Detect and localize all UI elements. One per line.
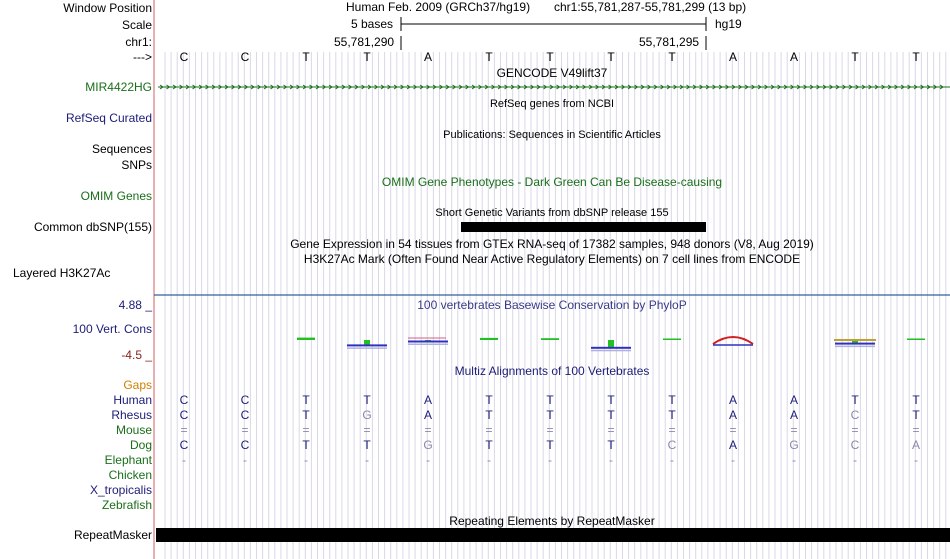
alignment-base: T [546,408,554,422]
alignment-base: C [850,408,860,422]
alignment-base: C [667,438,677,452]
phylop-mark [663,339,681,341]
alignment-base: T [607,438,615,452]
alignment-base: = [912,423,920,437]
refseq-track-title[interactable]: RefSeq genes from NCBI [489,98,615,110]
scale-label: Scale [121,18,152,32]
phylop-mark [907,339,925,341]
alignment-base: = [424,423,432,437]
alignment-base: T [668,408,676,422]
species-label[interactable]: Mouse [115,423,152,437]
base-letter: A [728,50,738,64]
alignment-base: T [607,393,615,407]
gtex-track-title[interactable]: Gene Expression in 54 tissues from GTEx RNA-seq of 17382 samples, 948 donors (V8, Aug 2019) [290,237,814,251]
h3k27ac-track-title[interactable]: H3K27Ac Mark (Often Found Near Active Regulatory Elements) on 7 cell lines from ENCODE [303,252,801,266]
alignment-base: T [485,393,493,407]
alignment-base: = [607,423,615,437]
gencode-gene-label[interactable]: MIR4422HG [85,80,152,94]
phylop-mark [480,338,498,340]
base-letter: C [240,50,250,64]
alignment-base: T [607,408,615,422]
scale-db: hg19 [715,17,742,31]
phylop-mark [713,337,753,344]
base-letter: T [912,50,920,64]
alignment-base: - [914,453,918,467]
alignment-base: = [668,423,676,437]
phylop-mark [591,350,631,352]
alignment-base: A [423,408,433,422]
alignment-base: = [180,423,188,437]
alignment-base: T [302,438,310,452]
alignment-base: A [423,393,433,407]
omim-track-label[interactable]: OMIM Genes [80,189,152,203]
alignment-base: - [548,453,552,467]
alignment-base: C [179,408,189,422]
alignment-base: - [243,453,247,467]
phylop-mark [347,347,387,349]
alignment-base: C [850,438,860,452]
alignment-base: = [546,423,554,437]
alignment-base: A [789,393,799,407]
alignment-base: T [485,408,493,422]
dbsnp-track-title[interactable]: Short Genetic Variants from dbSNP release 155 [435,207,669,219]
alignment-base: - [182,453,186,467]
base-letter: A [423,50,433,64]
alignment-base: - [365,453,369,467]
repeat-track-label[interactable]: RepeatMasker [73,528,152,542]
alignment-base: T [668,393,676,407]
base-letter: T [668,50,676,64]
alignment-base: - [670,453,674,467]
pubs-track-label[interactable]: Sequences [91,142,152,156]
phylop-mark [608,340,614,348]
h3k27ac-track-label[interactable]: Layered H3K27Ac [13,266,111,280]
coord-left: 55,781,290 [334,35,395,49]
alignment-base: A [911,438,921,452]
position-text: chr1:55,781,287-55,781,299 (13 bp) [554,0,747,14]
base-letter: T [607,50,615,64]
alignment-base: - [853,453,857,467]
alignment-base: = [485,423,493,437]
multiz-track-title[interactable]: Multiz Alignments of 100 Vertebrates [454,364,650,378]
repeatmasker-bar [156,528,950,542]
alignment-base: - [304,453,308,467]
species-label[interactable]: Chicken [108,468,152,482]
dbsnp-variant-bar [461,222,706,232]
alignment-base: A [728,393,738,407]
alignment-base: T [546,438,554,452]
base-letter: T [546,50,554,64]
phylop-mark [835,343,875,345]
alignment-base: T [851,393,859,407]
alignment-base: T [302,408,310,422]
alignment-base: - [792,453,796,467]
phylop-mark [408,341,448,343]
alignment-base: = [363,423,371,437]
window-position-label: Window Position [63,1,152,15]
alignment-base: T [302,393,310,407]
strand-label: ---> [133,50,152,64]
alignment-base: G [362,408,372,422]
pubs-track-title[interactable]: Publications: Sequences in Scientific Articles [443,129,661,141]
scale-bases: 5 bases [351,17,394,31]
phylop-min-label: -4.5 _ [121,348,152,362]
base-letter: C [179,50,189,64]
species-label[interactable]: Dog [129,438,152,452]
alignment-base: T [485,438,493,452]
base-letter: T [363,50,371,64]
base-letter: T [851,50,859,64]
species-label[interactable]: X_tropicalis [89,483,152,497]
phylop-mark [297,338,315,340]
refseq-track-label[interactable]: RefSeq Curated [65,111,152,125]
species-label[interactable]: Elephant [104,453,152,467]
coord-right: 55,781,295 [639,35,700,49]
alignment-base: - [609,453,613,467]
omim-track-title[interactable]: OMIM Gene Phenotypes - Dark Green Can Be Disease-causing [381,175,723,189]
alignment-base: = [851,423,859,437]
alignment-base: T [546,393,554,407]
species-label[interactable]: Rhesus [111,408,152,422]
species-label[interactable]: Zebrafish [101,498,152,512]
alignment-base: T [912,393,920,407]
phylop-mark [408,344,448,346]
alignment-base: - [487,453,491,467]
phylop-track-label[interactable]: 100 Vert. Cons [72,322,152,336]
phylop-mark [541,338,559,340]
alignment-base: = [729,423,737,437]
gencode-track-title[interactable]: GENCODE V49lift37 [496,66,608,80]
base-letter: T [302,50,310,64]
alignment-base: G [789,438,799,452]
alignment-base: T [363,438,371,452]
alignment-base: - [426,453,430,467]
species-label[interactable]: Human [113,393,152,407]
alignment-base: C [240,408,250,422]
phylop-mark [347,344,387,346]
phylop-track-title[interactable]: 100 vertebrates Basewise Conservation by PhyloP [417,298,687,312]
alignment-base: C [179,393,189,407]
alignment-base: - [731,453,735,467]
alignment-base: C [179,438,189,452]
phylop-mark [835,346,875,348]
base-letter: T [485,50,493,64]
dbsnp-track-label[interactable]: Common dbSNP(155) [33,220,152,234]
repeat-track-title[interactable]: Repeating Elements by RepeatMasker [449,514,655,528]
alignment-base: A [728,438,738,452]
alignment-base: C [240,393,250,407]
gaps-label: Gaps [123,378,152,392]
alignment-base: = [302,423,310,437]
alignment-base: T [912,408,920,422]
alignment-base: G [423,438,433,452]
base-letter: A [789,50,799,64]
assembly-text: Human Feb. 2009 (GRCh37/hg19) [346,0,531,14]
alignment-base: T [363,393,371,407]
phylop-mark [591,347,631,349]
alignment-base: C [240,438,250,452]
chrom-label: chr1: [125,35,152,49]
alignment-base: A [789,408,799,422]
alignment-base: = [790,423,798,437]
alignment-base: = [241,423,249,437]
phylop-max-label: 4.88 _ [118,298,152,312]
alignment-base: A [728,408,738,422]
snps-track-label[interactable]: SNPs [121,158,152,172]
